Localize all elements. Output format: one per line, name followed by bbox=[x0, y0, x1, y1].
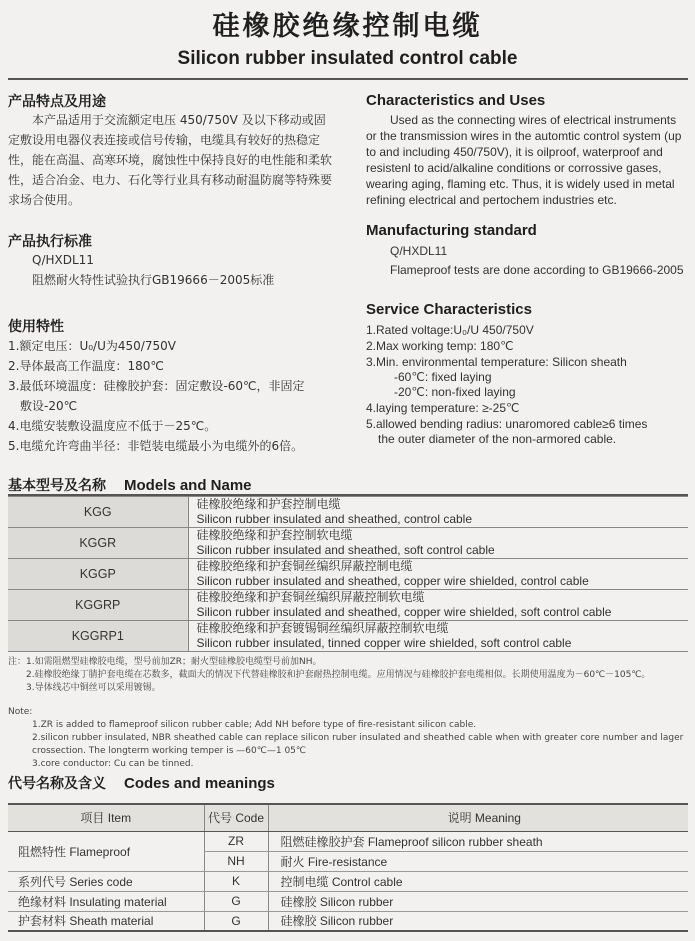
service-line-cn: 4.电缆安装敷设温度应不低于－25℃。 bbox=[8, 419, 217, 433]
code-value: NH bbox=[204, 851, 268, 871]
code-meaning: 耐火 Fire-resistance bbox=[268, 851, 688, 871]
code-item: 阻燃特性 Flameproof bbox=[8, 831, 204, 871]
service-line-cn: 敷设-20℃ bbox=[20, 399, 78, 413]
model-code: KGGRP1 bbox=[8, 621, 188, 652]
codes-heading-cn: 代号名称及含义 bbox=[8, 776, 106, 792]
service-line-en: the outer diameter of the non-armored cable. bbox=[378, 432, 617, 446]
standard-line-en: Q/HXDL11 bbox=[390, 244, 448, 258]
models-heading-en: Models and Name bbox=[124, 477, 252, 494]
column-header: 代号 Code bbox=[204, 804, 268, 831]
column-header: 项目 Item bbox=[8, 804, 204, 831]
note-line: 1.ZR is added to flameproof silicon rubber cable; Add NH before type of fire-resistant silicon cable. bbox=[32, 720, 477, 730]
code-value: G bbox=[204, 891, 268, 911]
table-row bbox=[8, 891, 688, 911]
model-name-cn: 硅橡胶绝缘和护套铜丝编织屏蔽控制软电缆 bbox=[196, 590, 425, 604]
note-line: 2.silicon rubber insulated, NBR sheathed cable can replace silicon ruber insulated and sheathed cable when with greater core number and lager crossection. The longterm working temper is —60℃—1 05℃ bbox=[32, 733, 684, 756]
note-line: 3.core conductor: Cu can be tinned. bbox=[32, 759, 194, 769]
service-line-en: 4.laying temperature: ≥-25℃ bbox=[366, 401, 520, 415]
code-item: 绝缘材料 Insulating material bbox=[8, 891, 204, 911]
service-line-cn: 3.最低环境温度：硅橡胶护套：固定敷设-60℃，非固定 bbox=[8, 379, 305, 393]
model-desc bbox=[188, 590, 688, 621]
models-table bbox=[8, 496, 688, 652]
service-line-en: 5.allowed bending radius: unaromored cable≥6 times bbox=[366, 417, 648, 431]
table-row bbox=[8, 590, 688, 621]
model-name-cn: 硅橡胶绝缘和护套铜丝编织屏蔽控制电缆 bbox=[196, 559, 413, 573]
model-code: KGGR bbox=[8, 528, 188, 559]
column-header: 说明 Meaning bbox=[268, 804, 688, 831]
service-line-cn: 1.额定电压：U₀/U为450/750V bbox=[8, 339, 176, 353]
service-line-cn: 2.导体最高工作温度：180℃ bbox=[8, 359, 164, 373]
model-desc bbox=[188, 621, 688, 652]
models-heading bbox=[8, 475, 252, 495]
page-title-cn: 硅橡胶绝缘控制电缆 bbox=[212, 11, 483, 42]
code-meaning: 阻燃硅橡胶护套 Flameproof silicon rubber sheath bbox=[268, 831, 688, 851]
codes-heading-en: Codes and meanings bbox=[124, 775, 275, 792]
model-name-en: Silicon rubber insulated and sheathed, copper wire shielded, soft control cable bbox=[196, 605, 612, 619]
page-title-en: Silicon rubber insulated control cable bbox=[177, 48, 518, 69]
code-meaning: 控制电缆 Control cable bbox=[268, 871, 688, 891]
table-row bbox=[8, 871, 688, 891]
note-line: 2.硅橡胶绝缘丁腈护套电缆在芯数多，截面大的情况下代替硅橡胶和护套耐热控制电缆。应用情况与硅橡胶护套电缆相似。长期使用温度为－60℃－105℃。 bbox=[26, 670, 651, 680]
code-value: K bbox=[204, 871, 268, 891]
service-line-en: 1.Rated voltage:U₀/U 450/750V bbox=[366, 323, 534, 337]
service-line-cn: 5.电缆允许弯曲半径：非铠装电缆最小为电缆外的6倍。 bbox=[8, 439, 304, 453]
note-line: 3.导体线芯中铜丝可以采用镀锡。 bbox=[26, 683, 161, 693]
service-heading-cn: 使用特性 bbox=[8, 319, 64, 335]
table-row bbox=[8, 497, 688, 528]
service-line-en: -20℃: non-fixed laying bbox=[394, 385, 516, 399]
model-code: KGGRP bbox=[8, 590, 188, 621]
codes-table bbox=[8, 803, 688, 932]
service-heading-en: Service Characteristics bbox=[366, 301, 532, 318]
standard-line-en: Flameproof tests are done according to GB19666-2005 bbox=[390, 263, 684, 277]
model-name-en: Silicon rubber insulated and sheathed, control cable bbox=[196, 512, 473, 526]
model-desc bbox=[188, 559, 688, 590]
table-row bbox=[8, 559, 688, 590]
model-desc bbox=[188, 528, 688, 559]
model-name-cn: 硅橡胶绝缘和护套镀锡铜丝编织屏蔽控制软电缆 bbox=[196, 621, 449, 635]
standard-heading-en: Manufacturing standard bbox=[366, 222, 537, 239]
table-row bbox=[8, 911, 688, 931]
model-name-en: Silicon rubber insulated and sheathed, soft control cable bbox=[196, 543, 495, 557]
standard-heading-cn: 产品执行标准 bbox=[8, 234, 92, 250]
model-name-en: Silicon rubber insulated and sheathed, copper wire shielded, control cable bbox=[196, 574, 589, 588]
notes-en bbox=[8, 706, 688, 771]
table-row bbox=[8, 831, 688, 851]
codes-heading bbox=[8, 773, 275, 793]
model-desc bbox=[188, 497, 688, 528]
features-text-en: Used as the connecting wires of electrical instruments or the transmission wires in the automtic control system (up to and including 450/750V), it is oilproof, waterproof and resistenl to acid/alkaline conditions or corrossive gases, wearing aging, flaming etc. Thus, it is widely used in metal refining electrical and pertochem industries etc. bbox=[366, 113, 682, 207]
standard-line-cn: 阻燃耐火特性试验执行GB19666－2005标准 bbox=[32, 273, 275, 287]
features-text-cn: 本产品适用于交流额定电压 450/750V 及以下移动或固定敷设用电器仪表连接或信号传输，电缆具有较好的热稳定性，能在高温、高寒环境，腐蚀性中保持良好的电性能和柔软性，适合冶金、电力、石化等行业具有移动耐温防腐等特殊要求场合使用。 bbox=[8, 113, 333, 207]
model-code: KGG bbox=[8, 497, 188, 528]
standard-line-cn: Q/HXDL11 bbox=[32, 253, 94, 267]
features-heading-cn: 产品特点及用途 bbox=[8, 94, 106, 110]
code-meaning: 硅橡胶 Silicon rubber bbox=[268, 911, 688, 931]
note-line: Note: bbox=[8, 707, 33, 717]
code-value: G bbox=[204, 911, 268, 931]
model-name-cn: 硅橡胶绝缘和护套控制软电缆 bbox=[196, 528, 353, 542]
model-name-en: Silicon rubber insulated, tinned copper wire shielded, soft control cable bbox=[196, 636, 572, 650]
service-line-en: 2.Max working temp: 180℃ bbox=[366, 339, 514, 353]
code-item: 系列代号 Series code bbox=[8, 871, 204, 891]
note-line: 注：1.如需阻燃型硅橡胶电缆，型号前加ZR；耐火型硅橡胶电缆型号前加NH。 bbox=[8, 657, 322, 667]
code-value: ZR bbox=[204, 831, 268, 851]
code-meaning: 硅橡胶 Silicon rubber bbox=[268, 891, 688, 911]
model-name-cn: 硅橡胶绝缘和护套控制电缆 bbox=[196, 497, 341, 511]
table-row bbox=[8, 621, 688, 652]
models-heading-cn: 基本型号及名称 bbox=[8, 478, 106, 494]
service-line-en: -60℃: fixed laying bbox=[394, 370, 492, 384]
features-heading-en: Characteristics and Uses bbox=[366, 92, 546, 109]
model-code: KGGP bbox=[8, 559, 188, 590]
service-line-en: 3.Min. environmental temperature: Silicon sheath bbox=[366, 355, 627, 369]
table-header-row bbox=[8, 804, 688, 831]
table-row bbox=[8, 528, 688, 559]
title-divider bbox=[8, 78, 688, 80]
code-item: 护套材料 Sheath material bbox=[8, 911, 204, 931]
notes-cn bbox=[8, 656, 688, 695]
